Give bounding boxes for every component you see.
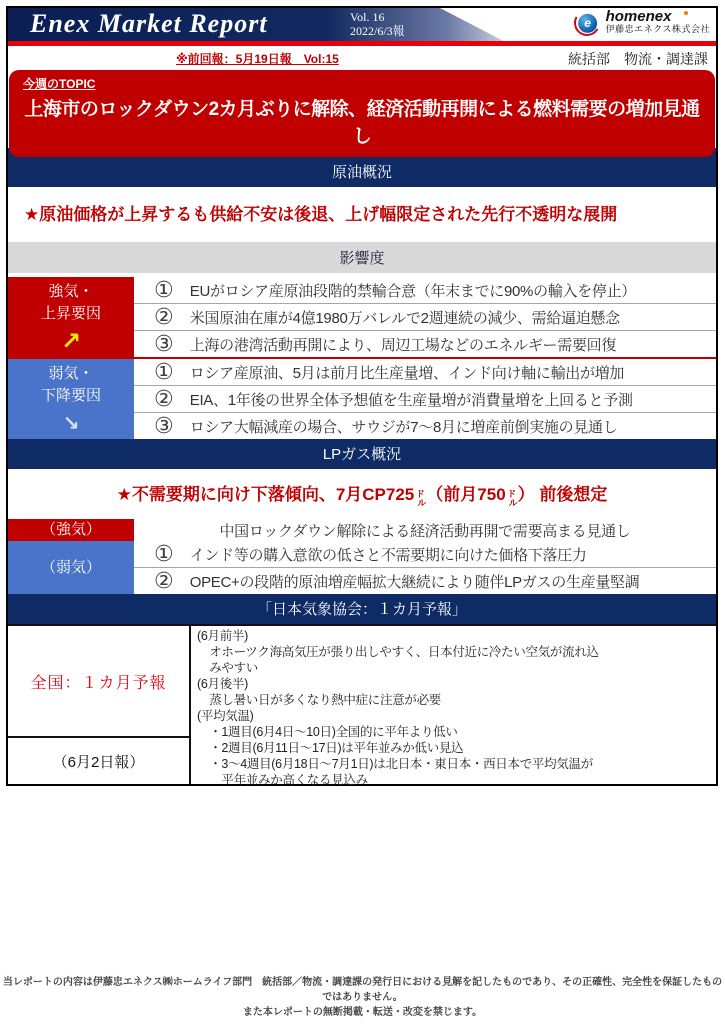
- forecast-line: みやすい: [197, 661, 259, 675]
- oil-bullish-label-1: 強気・: [48, 283, 94, 300]
- previous-report-link[interactable]: ※前回報：5月19日報 Vol:15: [176, 52, 339, 66]
- topic-label: 今週のTOPIC: [23, 77, 96, 91]
- oil-bearish-label-2: 下降要因: [40, 387, 101, 404]
- circled-number-icon: ③: [154, 413, 174, 438]
- dollar-unit-bottom: ル: [417, 498, 427, 508]
- row-text: インド等の購入意欲の低さと不需要期に向けた価格下落圧力: [189, 546, 587, 564]
- oil-bullish-section: [8, 277, 716, 357]
- topic-banner: [9, 70, 715, 157]
- weather-forecast-text: [191, 626, 716, 787]
- disclaimer: [0, 975, 725, 1020]
- logo-globe-icon: [571, 8, 603, 39]
- table-row: [134, 386, 716, 413]
- oil-bullish-label-cell: [8, 277, 134, 357]
- table-row: [134, 413, 716, 439]
- dollar-unit-top: ド: [507, 489, 517, 499]
- up-arrow-icon: ↗: [60, 328, 82, 355]
- oil-headline: ★原油価格が上昇するも供給不安は後退、上げ幅限定された先行不透明な展開: [8, 187, 716, 238]
- table-row: [134, 541, 716, 568]
- report-frame: [6, 6, 718, 786]
- weather-section-header: 「日本気象協会：１カ月予報」: [8, 594, 716, 624]
- logo-brand: [605, 8, 710, 25]
- logo-company-name: 伊藤忠エネクス株式会社: [605, 24, 710, 34]
- oil-bearish-section: [8, 357, 716, 439]
- weather-table: [8, 624, 716, 787]
- lpg-bullish-label: （強気）: [40, 521, 101, 538]
- weather-left-column: [8, 626, 191, 784]
- circled-number-icon: ②: [154, 568, 174, 593]
- impact-bar-wrap: [8, 238, 716, 277]
- forecast-line: (6月後半): [197, 677, 248, 691]
- table-row: [134, 277, 716, 304]
- dollar-unit: [506, 490, 518, 508]
- table-row: [134, 519, 716, 541]
- forecast-line: (6月前半): [197, 629, 248, 643]
- header: [8, 8, 716, 41]
- lpg-section-header: LPガス概況: [8, 439, 716, 469]
- dollar-unit-top: ド: [415, 489, 425, 499]
- disclaimer-line-2: また本レポートの無断掲載・転送・改変を禁じます。: [242, 1007, 483, 1018]
- lpg-headline-seg3: ） 前後想定: [517, 485, 608, 504]
- lpg-headline-seg1: ★不需要期に向け下落傾向、7月CP725: [116, 485, 415, 504]
- report-title: Enex Market Report: [30, 9, 268, 38]
- lpg-bearish-label: （弱気）: [40, 558, 101, 576]
- lpg-headline-seg2: （前月750: [426, 485, 506, 504]
- oil-bearish-label-cell: [8, 359, 134, 439]
- oil-bullish-label-2: 上昇要因: [40, 305, 101, 322]
- table-row: [134, 331, 716, 357]
- report-date: 2022/6/3報: [350, 24, 405, 38]
- volume-block: [350, 10, 405, 38]
- forecast-line: 平年並みか高くなる見込み: [197, 773, 368, 787]
- forecast-line: ・3～4週目(6月18日～7月1日)は北日本・東日本・西日本で平均気温が: [197, 757, 593, 771]
- department-label: 統括部 物流・調達課: [568, 51, 708, 67]
- volume-number: Vol. 16: [350, 10, 385, 24]
- lpg-bearish-label-cell: [8, 541, 134, 594]
- oil-bullish-rows: [134, 277, 716, 357]
- lpg-headline: [8, 469, 716, 519]
- lpg-bearish-section: [8, 541, 716, 594]
- table-row: [134, 568, 716, 594]
- row-text: 米国原油在庫が4億1980万バレルで2週連続の減少、需給逼迫懸念: [189, 309, 620, 327]
- weather-region-label: 全国：１カ月予報: [30, 674, 167, 692]
- table-row: [134, 359, 716, 386]
- forecast-line: ・1週目(6月4日～10日)全国的に平年より低い: [197, 725, 458, 739]
- circled-number-icon: ②: [154, 386, 174, 411]
- logo-accent-dot-icon: [684, 11, 688, 15]
- disclaimer-line-1: 当レポートの内容は伊藤忠エネクス㈱ホームライフ部門 統括部／物流・調達課の発行日における見解を記したものであり、その正確性、完全性を保証したものではありません。: [2, 977, 723, 1003]
- circled-number-icon: ①: [154, 359, 174, 384]
- forecast-line: 蒸し暑い日が多くなり熱中症に注意が必要: [197, 693, 442, 707]
- logo-brand-name: homenex: [605, 8, 672, 25]
- circled-number-icon: ①: [154, 277, 174, 302]
- row-text: EIA、1年後の世界全体予想値を生産量増が消費量増を上回ると予測: [189, 391, 633, 409]
- logo-text: [605, 8, 710, 35]
- row-text: 中国ロックダウン解除による経済活動再開で需要高まる見通し: [219, 522, 631, 540]
- circled-number-icon: ②: [154, 304, 174, 329]
- topic-title: 上海市のロックダウン2カ月ぶりに解除、経済活動再開による燃料需要の増加見通し: [24, 99, 700, 147]
- circled-number-icon: ①: [154, 541, 174, 566]
- oil-section-header: 原油概況: [8, 148, 716, 187]
- lpg-bullish-section: [8, 519, 716, 541]
- oil-bearish-label-1: 弱気・: [48, 365, 94, 382]
- row-text: EUがロシア産原油段階的禁輸合意（年末までに90%の輸入を停止）: [189, 282, 636, 300]
- row-text: ロシア大幅減産の場合、サウジが7～8月に増産前倒実施の見通し: [189, 418, 618, 436]
- dollar-unit: [414, 490, 426, 508]
- row-text: OPEC+の段階的原油増産幅拡大継続により随伴LPガスの生産量堅調: [189, 573, 640, 591]
- logo-ball: e: [577, 14, 596, 33]
- weather-report-date: （6月2日報）: [8, 736, 189, 784]
- table-row: [134, 304, 716, 331]
- dollar-unit-bottom: ル: [508, 498, 518, 508]
- lpg-bullish-rows: [134, 519, 716, 541]
- forecast-line: ・2週目(6月11日～17日)は平年並みか低い見込: [197, 741, 464, 755]
- impact-label: 影響度: [8, 242, 716, 273]
- lpg-bearish-rows: [134, 541, 716, 594]
- row-text: 上海の港湾活動再開により、周辺工場などのエネルギー需要回復: [189, 336, 617, 354]
- oil-bearish-rows: [134, 359, 716, 439]
- forecast-line: オホーツク海高気圧が張り出しやすく、日本付近に冷たい空気が流れ込: [197, 645, 599, 659]
- circled-number-icon: ③: [154, 331, 174, 356]
- company-logo: [574, 10, 710, 36]
- row-text: ロシア産原油、5月は前月比生産量増、インド向け軸に輸出が増加: [189, 364, 625, 382]
- forecast-line: (平均気温): [197, 709, 254, 723]
- subheader: [8, 46, 716, 70]
- down-arrow-icon: ↘: [62, 413, 80, 435]
- lpg-bullish-label-cell: [8, 519, 134, 541]
